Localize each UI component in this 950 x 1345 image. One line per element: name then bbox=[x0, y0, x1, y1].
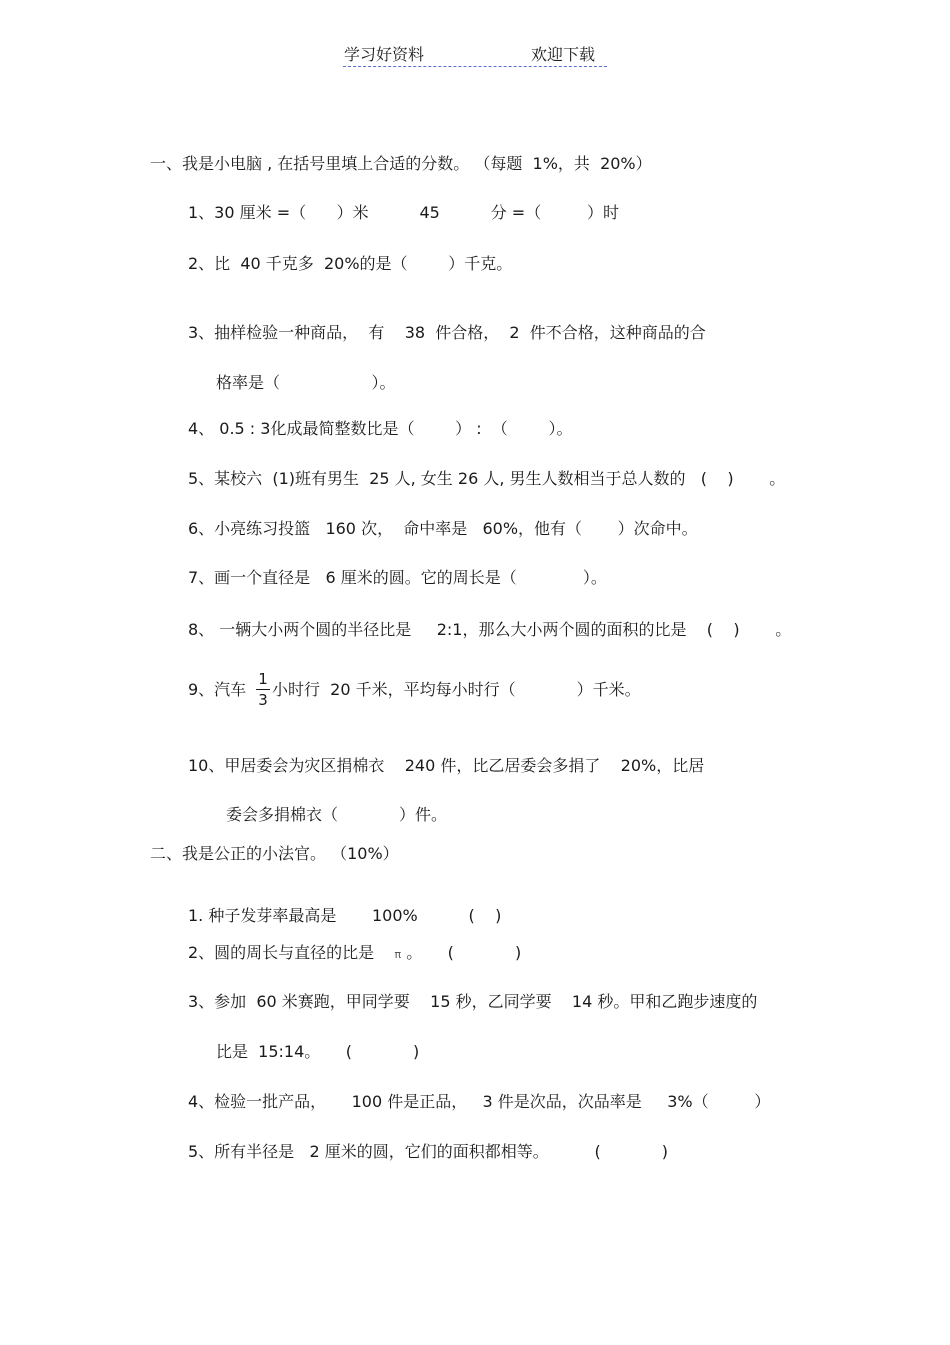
fraction-one-third bbox=[256, 670, 270, 709]
section1-question-9-suffix: 小时行 20 千米，平均每小时行（ ）千米。 bbox=[272, 680, 641, 699]
section1-question-2: 2、比 40 千克多 20%的是（ ）千克。 bbox=[188, 254, 513, 273]
header-left-text: 学习好资料 bbox=[344, 45, 425, 64]
section1-title: 一、我是小电脑 , 在括号里填上合适的分数。 （每题 1%，共 20%） bbox=[150, 154, 652, 173]
fraction-numerator: 1 bbox=[258, 670, 268, 688]
section2-title: 二、我是公正的小法官。 （10%） bbox=[150, 844, 399, 863]
section2-question-3: 3、参加 60 米赛跑，甲同学要 15 秒，乙同学要 14 秒。甲和乙跑步速度的 bbox=[188, 992, 758, 1011]
section2-question-4: 4、检验一批产品， 100 件是正品， 3 件是次品，次品率是 3%（ ） bbox=[188, 1092, 771, 1111]
section1-question-6: 6、小亮练习投篮 160 次， 命中率是 60%，他有（ ）次命中。 bbox=[188, 519, 698, 538]
header-right-text: 欢迎下载 bbox=[531, 45, 596, 64]
section1-question-3: 3、抽样检验一种商品， 有 38 件合格， 2 件不合格，这种商品的合 bbox=[188, 323, 706, 342]
section1-question-9-prefix: 9、汽车 bbox=[188, 680, 247, 699]
section1-question-1: 1、30 厘米 =（ ）米 45 分 =（ ）时 bbox=[188, 203, 619, 222]
fraction-bar bbox=[256, 689, 270, 690]
section2-question-3-cont: 比是 15:14。 ( ) bbox=[216, 1042, 420, 1061]
pi-symbol: π bbox=[394, 948, 402, 961]
section2-question-5: 5、所有半径是 2 厘米的圆，它们的面积都相等。 ( ) bbox=[188, 1142, 668, 1161]
section1-question-10: 10、甲居委会为灾区捐棉衣 240 件，比乙居委会多捐了 20%，比居 bbox=[188, 756, 705, 775]
section2-question-1: 1. 种子发芽率最高是 100% ( ) bbox=[188, 906, 502, 925]
section1-question-8: 8、 一辆大小两个圆的半径比是 2:1，那么大小两个圆的面积的比是 ( ) 。 bbox=[188, 620, 792, 639]
section1-question-7: 7、画一个直径是 6 厘米的圆。它的周长是（ ）。 bbox=[188, 568, 607, 587]
section2-question-2-suffix: 。 ( ) bbox=[401, 943, 522, 962]
section1-question-4: 4、 0.5 : 3化成最简整数比是（ ） : （ ）。 bbox=[188, 419, 573, 438]
section2-question-2 bbox=[188, 941, 521, 967]
section1-question-3-cont: 格率是（ ）。 bbox=[216, 373, 396, 392]
section1-question-5: 5、某校六 (1)班有男生 25 人, 女生 26 人, 男生人数相当于总人数的 ( ) 。 bbox=[188, 469, 786, 488]
section1-question-10-cont: 委会多捐棉衣（ ）件。 bbox=[226, 805, 448, 824]
fraction-denominator: 3 bbox=[258, 691, 268, 709]
page-header bbox=[343, 40, 607, 67]
section2-question-2-prefix: 2、圆的周长与直径的比是 bbox=[188, 943, 395, 962]
